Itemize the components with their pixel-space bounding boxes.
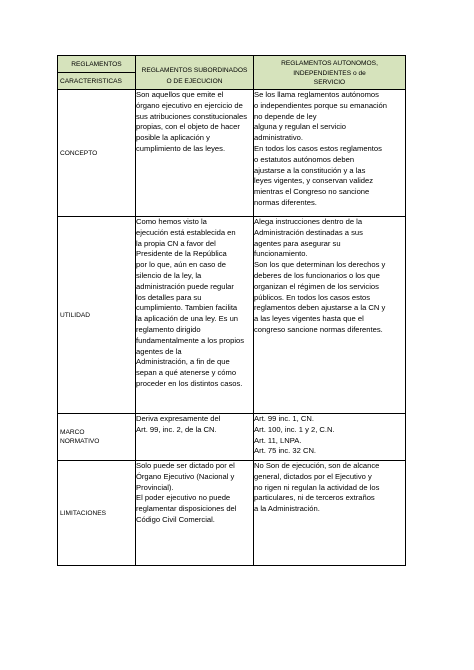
text-line: Son aquellos que emite el bbox=[136, 90, 224, 99]
text-line: Órgano Ejecutivo (Nacional y bbox=[136, 471, 235, 481]
text-line: mientras el Congreso no sancione bbox=[254, 187, 370, 197]
limitaciones-subordinados bbox=[136, 461, 254, 566]
text-line: reglamentar disposiciones del bbox=[136, 504, 237, 514]
text-line: Administración, a fin de que bbox=[136, 357, 230, 367]
text-line: públicos. En todos los casos estos bbox=[254, 292, 371, 302]
text-line: Provincial). bbox=[136, 482, 174, 492]
header-autonomos bbox=[254, 56, 406, 90]
text-line: proceder en los distintos casos. bbox=[136, 378, 243, 388]
text-line: los detalles para su bbox=[136, 292, 202, 302]
concepto-autonomos bbox=[254, 90, 406, 217]
text-line: deberes de los funcionarios o los que bbox=[254, 270, 380, 280]
text-line: particulares, ni de terceros extraños bbox=[254, 493, 375, 503]
text-line: Art. 11, LNPA. bbox=[254, 435, 302, 445]
concepto-subordinados bbox=[136, 90, 254, 217]
text-line: Son los que determinan los derechos y bbox=[254, 260, 386, 270]
header-caracteristicas bbox=[58, 73, 136, 90]
marco-autonomos bbox=[254, 414, 406, 461]
text-line: propias, con el objeto de hacer bbox=[136, 122, 240, 132]
marco-subordinados bbox=[136, 414, 254, 461]
text-line: administración puede regular bbox=[136, 281, 234, 291]
text-line: silencio de la ley, la bbox=[136, 270, 202, 280]
header-autonomos-line-3: SERVICIO bbox=[313, 79, 346, 87]
utilidad-subordinados bbox=[136, 217, 254, 414]
row-label-marco-normativo bbox=[58, 414, 136, 461]
text-line: agentes de la bbox=[136, 346, 182, 356]
text-line: la aplicación de una ley. Es un bbox=[136, 314, 239, 324]
text-line: Como hemos visto la bbox=[136, 217, 207, 226]
text-line: o independientes porque su emanación bbox=[254, 100, 387, 110]
row-label-utilidad: UTILIDAD bbox=[58, 217, 136, 414]
text-line: organizan el régimen de los servicios bbox=[254, 281, 379, 291]
text-line: no depende de ley bbox=[254, 111, 317, 121]
text-line: leyes vigentes, y conservan validez bbox=[254, 176, 374, 186]
text-line: En todos los casos estos reglamentos bbox=[254, 143, 382, 153]
text-line: cumplimiento de las leyes. bbox=[136, 143, 226, 153]
row-limitaciones bbox=[58, 461, 406, 566]
text-line: normas diferentes. bbox=[254, 197, 317, 207]
comparison-table bbox=[57, 55, 406, 566]
header-caracteristicas-label: CARACTERISTICAS bbox=[60, 77, 122, 85]
header-row-top bbox=[58, 56, 406, 73]
text-line: órgano ejecutivo en ejercicio de bbox=[136, 100, 243, 110]
row-label-marco-line-2: NORMATIVO bbox=[60, 438, 100, 445]
text-line: agentes para asegurar su bbox=[254, 238, 341, 248]
header-autonomos-line-2: INDEPENDIENTES o de bbox=[293, 69, 366, 77]
text-line: funcionamiento. bbox=[254, 249, 308, 259]
text-line: Solo puede ser dictado por el bbox=[136, 461, 235, 470]
text-line: ajustarse a la constitución y a las bbox=[254, 165, 366, 175]
text-line: administrativo. bbox=[254, 133, 303, 143]
text-line: cumplimiento. Tambien facilita bbox=[136, 303, 238, 313]
text-line: general, dictados por el Ejecutivo y bbox=[254, 471, 372, 481]
text-line: Art. 100, inc. 1 y 2, C.N. bbox=[254, 424, 335, 434]
header-subordinados-line-2: O DE EJECUCION bbox=[166, 78, 223, 85]
text-line: por lo que, aún en caso de bbox=[136, 260, 226, 270]
header-subordinados bbox=[136, 56, 254, 90]
text-line: reglamentos deben ajustarse a la CN y bbox=[254, 303, 386, 313]
text-line: Presidente de la República bbox=[136, 249, 227, 259]
text-line: no rigen ni regulan la actividad de los bbox=[254, 482, 380, 492]
text-line: sepan a qué atenerse y cómo bbox=[136, 368, 237, 378]
row-marco-normativo bbox=[58, 414, 406, 461]
text-line: Alega instrucciones dentro de la bbox=[254, 217, 363, 226]
text-line: ejecución está establecida en bbox=[136, 227, 236, 237]
text-line: Art. 99, inc. 2, de la CN. bbox=[136, 424, 217, 434]
text-line: sus atribuciones constitucionales bbox=[136, 111, 248, 121]
row-label-concepto: CONCEPTO bbox=[58, 90, 136, 217]
text-line: a la Administración. bbox=[254, 504, 320, 514]
text-line: Deriva expresamente del bbox=[136, 414, 221, 423]
row-label-limitaciones: LIMITACIONES bbox=[58, 461, 136, 566]
text-line: Administración destinadas a sus bbox=[254, 227, 363, 237]
text-line: congreso sancione normas diferentes. bbox=[254, 324, 383, 334]
row-concepto bbox=[58, 90, 406, 217]
text-line: reglamento dirigido bbox=[136, 324, 201, 334]
header-reglamentos-label: REGLAMENTOS bbox=[71, 60, 122, 68]
text-line: El poder ejecutivo no puede bbox=[136, 493, 231, 503]
row-label-marco-line-1: MARCO bbox=[60, 428, 85, 436]
text-line: Código Civil Comercial. bbox=[136, 514, 215, 524]
header-autonomos-line-1: REGLAMENTOS AUTONOMOS, bbox=[281, 60, 378, 67]
text-line: Se los llama reglamentos autónomos bbox=[254, 90, 379, 99]
text-line: Art. 99 inc. 1, CN. bbox=[254, 414, 314, 423]
text-line: la propia CN a favor del bbox=[136, 238, 216, 248]
text-line: a las leyes vigentes hasta que el bbox=[254, 314, 364, 324]
text-line: posible la aplicación y bbox=[136, 133, 210, 143]
text-line: No Son de ejecución, son de alcance bbox=[254, 461, 380, 470]
text-line: Art. 75 inc. 32 CN. bbox=[254, 446, 317, 456]
utilidad-autonomos bbox=[254, 217, 406, 414]
text-line: fundamentalmente a los propios bbox=[136, 335, 245, 345]
text-line: alguna y regulan el servicio bbox=[254, 122, 347, 132]
text-line: o estatutos autónomos deben bbox=[254, 154, 355, 164]
row-utilidad bbox=[58, 217, 406, 414]
header-reglamentos bbox=[58, 56, 136, 73]
header-subordinados-line-1: REGLAMENTOS SUBORDINADOS bbox=[141, 67, 248, 74]
limitaciones-autonomos bbox=[254, 461, 406, 566]
